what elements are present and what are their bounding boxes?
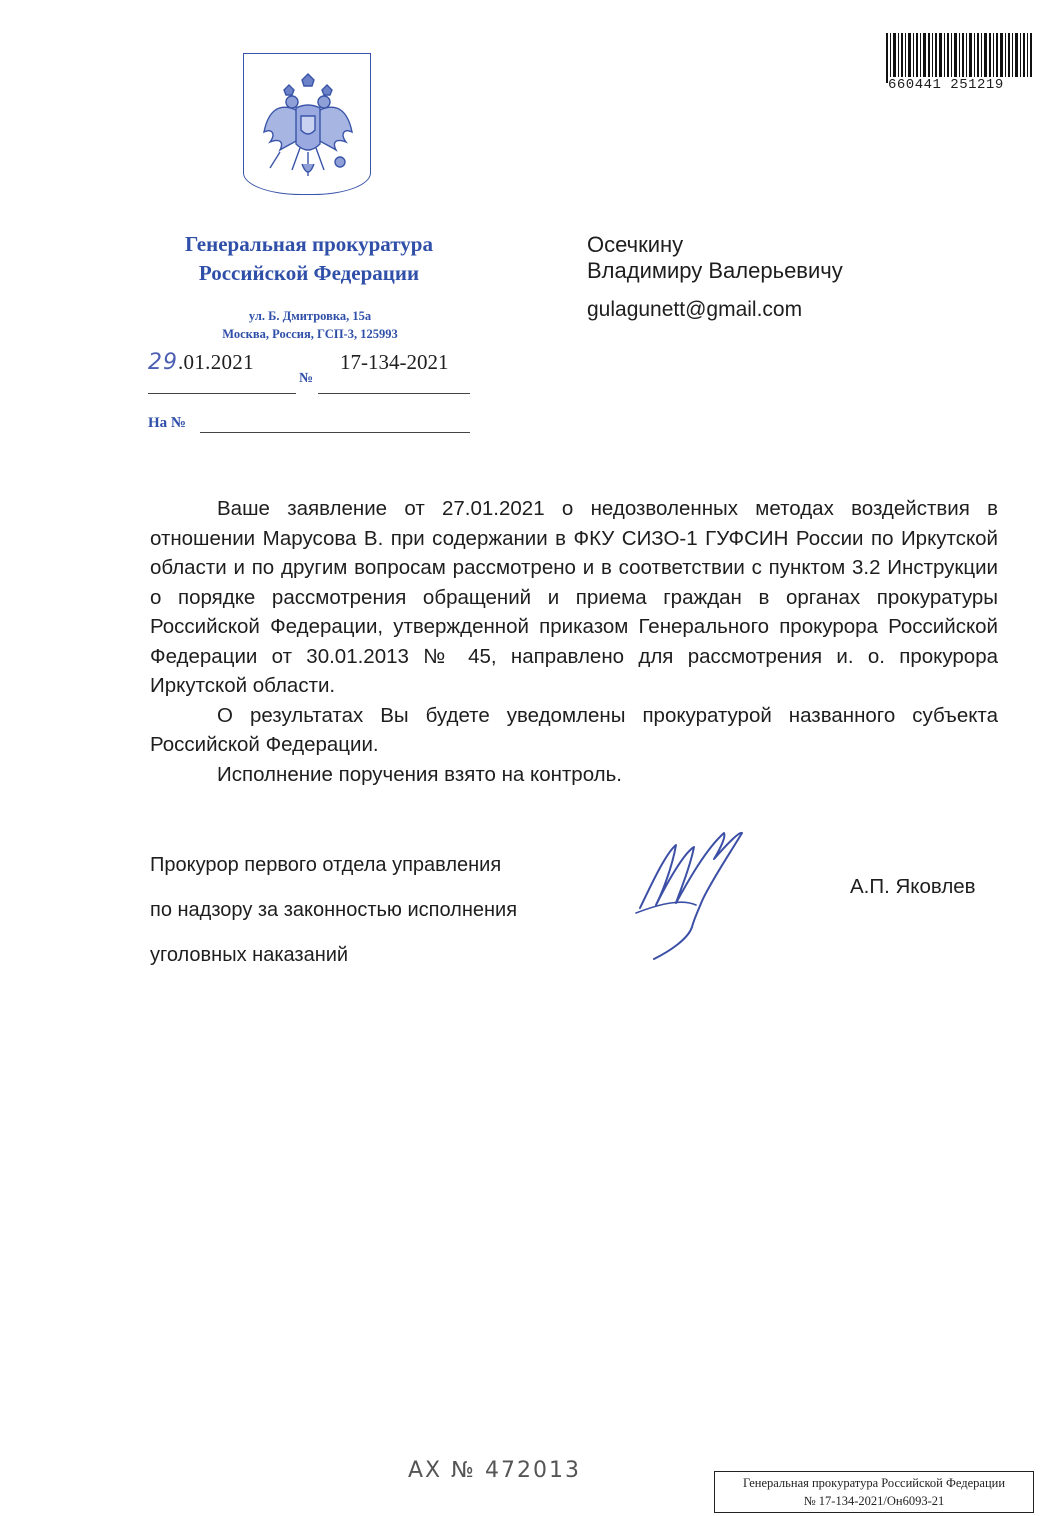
number-sign: № xyxy=(299,371,314,386)
org-name-line2: Российской Федерации xyxy=(198,261,420,285)
document-date xyxy=(148,350,254,375)
address-line2: Москва, Россия, ГСП-3, 125993 xyxy=(222,327,398,341)
body-paragraph-1: Ваше заявление от 27.01.2021 о недозволенных методах воздействия в отношении Марусова В. при содержании в ФКУ СИЗО-1 ГУФСИН России по Иркутской области и по другим вопросам рассмотрено и в соответствии с пунктом 3.2 Инструкции о порядке рассмотрения обращений и приема граждан в органах прокуратуры Российской Федерации, утвержденной приказом Генерального прокурора Российской Федерации от 30.01.2013 № 45, направлено для рассмотрения и. о. прокурора Иркутской области. xyxy=(150,497,998,697)
registration-stamp xyxy=(714,1471,1034,1513)
body-paragraph-2: О результатах Вы будете уведомлены прокуратурой названного субъекта Российской Федерации. xyxy=(150,703,998,756)
address-line1: ул. Б. Дмитровка, 15а xyxy=(248,309,372,323)
recipient-email: gulagunett@gmail.com xyxy=(587,298,803,321)
emblem-frame xyxy=(243,53,371,195)
handwritten-signature-icon xyxy=(632,823,747,963)
stamp-line1: Генеральная прокуратура Российской Федерации xyxy=(742,1476,1006,1490)
date-month-year: .01.2021 xyxy=(178,350,254,374)
signer-title-line1: Прокурор первого отдела управления xyxy=(150,853,502,876)
coat-of-arms-icon xyxy=(262,72,354,184)
signer-title-line3: уголовных наказаний xyxy=(150,943,349,966)
sender-organization xyxy=(120,230,498,288)
reference-label: На № xyxy=(148,415,186,431)
date-underline xyxy=(148,393,296,394)
body-paragraph-3: Исполнение поручения взято на контроль. xyxy=(217,762,622,786)
document-number: 17-134-2021 xyxy=(340,350,449,374)
recipient-block xyxy=(587,232,843,284)
signer-title xyxy=(150,831,517,989)
org-name-line1: Генеральная прокуратура xyxy=(185,232,433,256)
number-underline xyxy=(318,393,470,394)
form-number: АХ № 472013 xyxy=(408,1458,581,1483)
stamp-line2: № 17-134-2021/Он6093-21 xyxy=(803,1494,945,1508)
sender-address xyxy=(150,307,470,343)
reference-underline xyxy=(200,432,470,433)
barcode-number: 660441 251219 xyxy=(888,77,1034,93)
date-day-handwritten: 29 xyxy=(148,350,178,375)
letter-body xyxy=(150,494,998,789)
recipient-surname: Осечкину xyxy=(587,232,684,257)
signer-name: А.П. Яковлев xyxy=(850,875,976,898)
signer-title-line2: по надзору за законностью исполнения xyxy=(150,898,518,921)
recipient-name: Владимиру Валерьевичу xyxy=(587,258,843,283)
